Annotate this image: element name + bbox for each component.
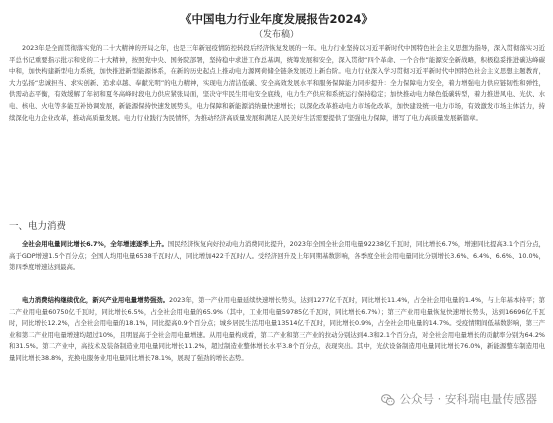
report-title: 《中国电力行业年度发展报告2024》 — [179, 12, 373, 26]
structure-lead-sentence: 电力消费结构继续优化，新兴产业用电量增势强劲。 — [22, 296, 170, 304]
intro-paragraph: 2023年是全面贯彻落实党的二十大精神的开局之年，也是三年新冠疫情防控转段后经济恢复发展的一年。电力行业坚持以习近平新时代中国特色社会主义思想为指导，深入贯彻落实习近平总书记重要指示批示和党的二十大精神，按照党中央、国务院部署，坚持稳中求进工作总基调，统筹发展和安全，深入贯彻“四个革命、一个合作”能源安全新战略，积极稳妥推进碳达峰碳中和，加快构建新型电力系统，加快推进新型能源体系，在新的历史起点上推动电力源网荷储全链条发展迈上新台阶。电力行业深入学习贯彻习近平新时代中国特色社会主义思想主题教育，大力弘扬“忠诚担当、求实创新、追求卓越、奉献光明”的电力精神，实现电力清洁低碳、安全高效发展水平和服务保障能力同步提升：全力保障电力安全，着力增强电力供应链韧性和弹性，供需动态平衡，有效缓解了年初和夏冬高峰时段电力供应紧张局面，坚决守牢民生用电安全底线，电力生产供应和系统运行保持稳定；加快推动电力绿色低碳转型，着力推进风电、光伏、水电、核电、火电等多能互补协调发展，新能源保持快速发展势头，电力保障和新能源消纳量快速增长；以深化改革推动电力市场化改革，加快建设统一电力市场，有效激发市场主体活力，持续深化电力企业改革，推动高质量发展。电力行业践行为民情怀，为推动经济高质量发展和满足人民美好生活需要提供了坚强电力保障，谱写了电力高质量发展新篇章。 — [9, 44, 545, 122]
watermark — [377, 388, 541, 410]
watermark-text: 公众号 · 安科瑞电量传感器 — [399, 392, 537, 406]
consumption-lead-sentence: 全社会用电量同比增长6.7%，全年增速逐季上升。 — [22, 240, 168, 248]
structure-body-text: 2023年，第一产业用电量延续快速增长势头，达到1277亿千瓦时，同比增长11.4%，占全社会用电量的1.4%，与上年基本持平；第二产业用电量60750亿千瓦时，同比增长6.5%，占全社会用电量的65.9%（其中，工业用电量59785亿千瓦时，同比增长6.7%）；第三产业用电量恢复快速增长势头，达到16696亿千瓦时，同比增长12.2%，占全社会用电量的18.1%，同比提高0.9个百分点；城乡居民生活用电量13514亿千瓦时，同比增长0.9%，占全社会用电量的14.7%。受疫情期间低基数影响，第三产业和第二产业用电量增速均超过10%，且明显高于全社会用电量增速。从用电量构成看，第二产业和第三产业的拉动分别达到4.3和2.1个百分点，对全社会用电量增长的贡献率分别为64.2%和31.5%。第二产业中，高技术及装备制造业用电量同比增长11.2%，超过制造业整体增长水平3.8个百分点，表现突出。其中，光伏设备制造用电量同比增长76.0%，新能源整车制造用电量同比增长38.8%，充换电服务业用电量同比增长78.1%，展现了强劲的增长态势。 — [9, 296, 545, 362]
consumption-paragraph — [9, 239, 545, 287]
section-heading-electricity-consumption: 一、电力消费 — [9, 221, 67, 232]
report-subtitle: （发布稿） — [253, 30, 299, 40]
wechat-icon — [381, 392, 395, 406]
consumption-body-text: 国民经济恢复向好拉动电力消费同比提升，2023年全国全社会用电量92238亿千瓦时，同比增长6.7%，增速同比提高3.1个百分点，高于GDP增速1.5个百分点；全国人均用电量6538千瓦时/人，同比增加422千瓦时/人。受经济回升及上年同期基数影响，各季度全社会用电量同比分别增长3.6%、6.4%、6.6%、10.0%，第四季度增速达到最高。 — [9, 240, 545, 272]
